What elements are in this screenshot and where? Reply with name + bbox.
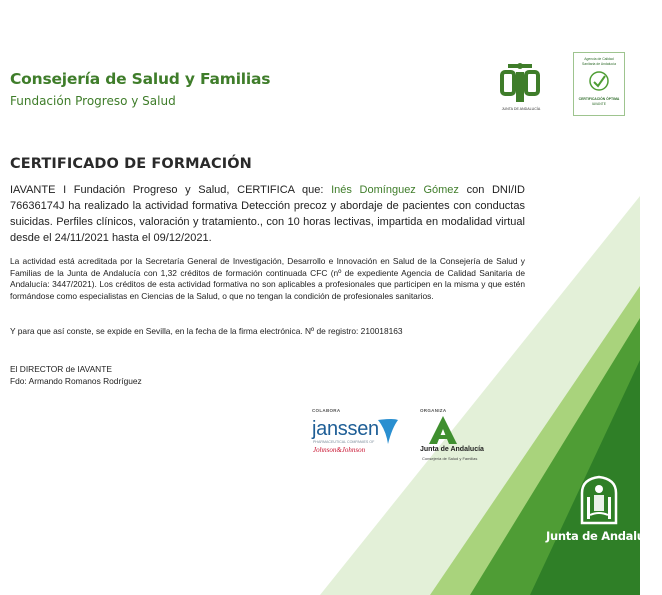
accreditation-paragraph: La actividad está acreditada por la Secretaría General de Investigación, Desarrollo e Innovación en Salud de la Consejería de Salud y Familias de la Junta de Andalucía con 1,32 créditos de formación continuada CFC (nº de expediente Agencia de Calidad Sanitaria de Andalucía: 3447/2021). Los créditos de esta actividad formativa no son aplicables a profesionales que participen en la misma y que estén formándose como especialistas en Ciencias de la Salud, o que no tengan la condición de profesionales sanitarios.	[10, 256, 525, 301]
certificate-title: CERTIFICADO DE FORMACIÓN	[10, 156, 252, 172]
accreditation-seal	[573, 52, 625, 116]
certificate-statement	[10, 182, 525, 246]
seal-emblem-icon	[588, 70, 610, 92]
organization-subtitle: Fundación Progreso y Salud	[10, 94, 176, 108]
issue-statement: Y para que así conste, se expide en Sevilla, en la fecha de la firma electrónica. Nº de registro: 210018163	[10, 326, 403, 336]
organizer-department: Consejería de Salud y Familias	[422, 456, 478, 461]
organizer-name: Junta de Andalucía	[420, 446, 484, 453]
organization-title: Consejería de Salud y Familias	[10, 70, 271, 88]
junta-andalucia-emblem-icon	[578, 475, 620, 525]
cfc-logo-icon	[500, 58, 540, 114]
signer-name: Fdo: Armando Romanos Rodríguez	[10, 375, 142, 386]
junta-andalucia-a-icon	[428, 415, 458, 445]
organizer-label: ORGANIZA	[420, 408, 447, 413]
statement-details: con DNI/ID 76636174J ha realizado la actividad formativa Detección precoz y abordaje de pacientes con conductas suicidas. Perfiles clínicos, valoración y tratamiento., con 10 horas lectivas, impartida en modalidad virtual desde el 24/11/2021 hasta el 09/12/2021.	[10, 184, 525, 244]
johnson-johnson-logo-text: Johnson&Johnson	[313, 446, 366, 454]
statement-intro: IAVANTE I Fundación Progreso y Salud, CERTIFICA que:	[10, 184, 332, 196]
cfc-caption: JUNTA DE ANDALUCÍA	[501, 107, 541, 111]
signature-block	[10, 364, 142, 387]
collaborator-label: COLABORA	[312, 408, 341, 413]
participant-name: Inés Domínguez Gómez	[331, 184, 459, 196]
seal-line-1: Agencia de Calidad	[584, 57, 614, 61]
seal-line-3: CERTIFICACIÓN ÓPTIMA	[578, 97, 620, 101]
seal-line-2: Sanitaria de Andalucía	[582, 62, 616, 66]
janssen-tagline: PHARMACEUTICAL COMPANIES OF	[313, 440, 375, 444]
director-title: El DIRECTOR de IAVANTE	[10, 364, 112, 374]
janssen-logo-text: janssen	[312, 418, 379, 440]
footer-brand-name: Junta de Andalucía	[546, 529, 662, 543]
seal-line-4: IAVANTE	[591, 102, 606, 106]
